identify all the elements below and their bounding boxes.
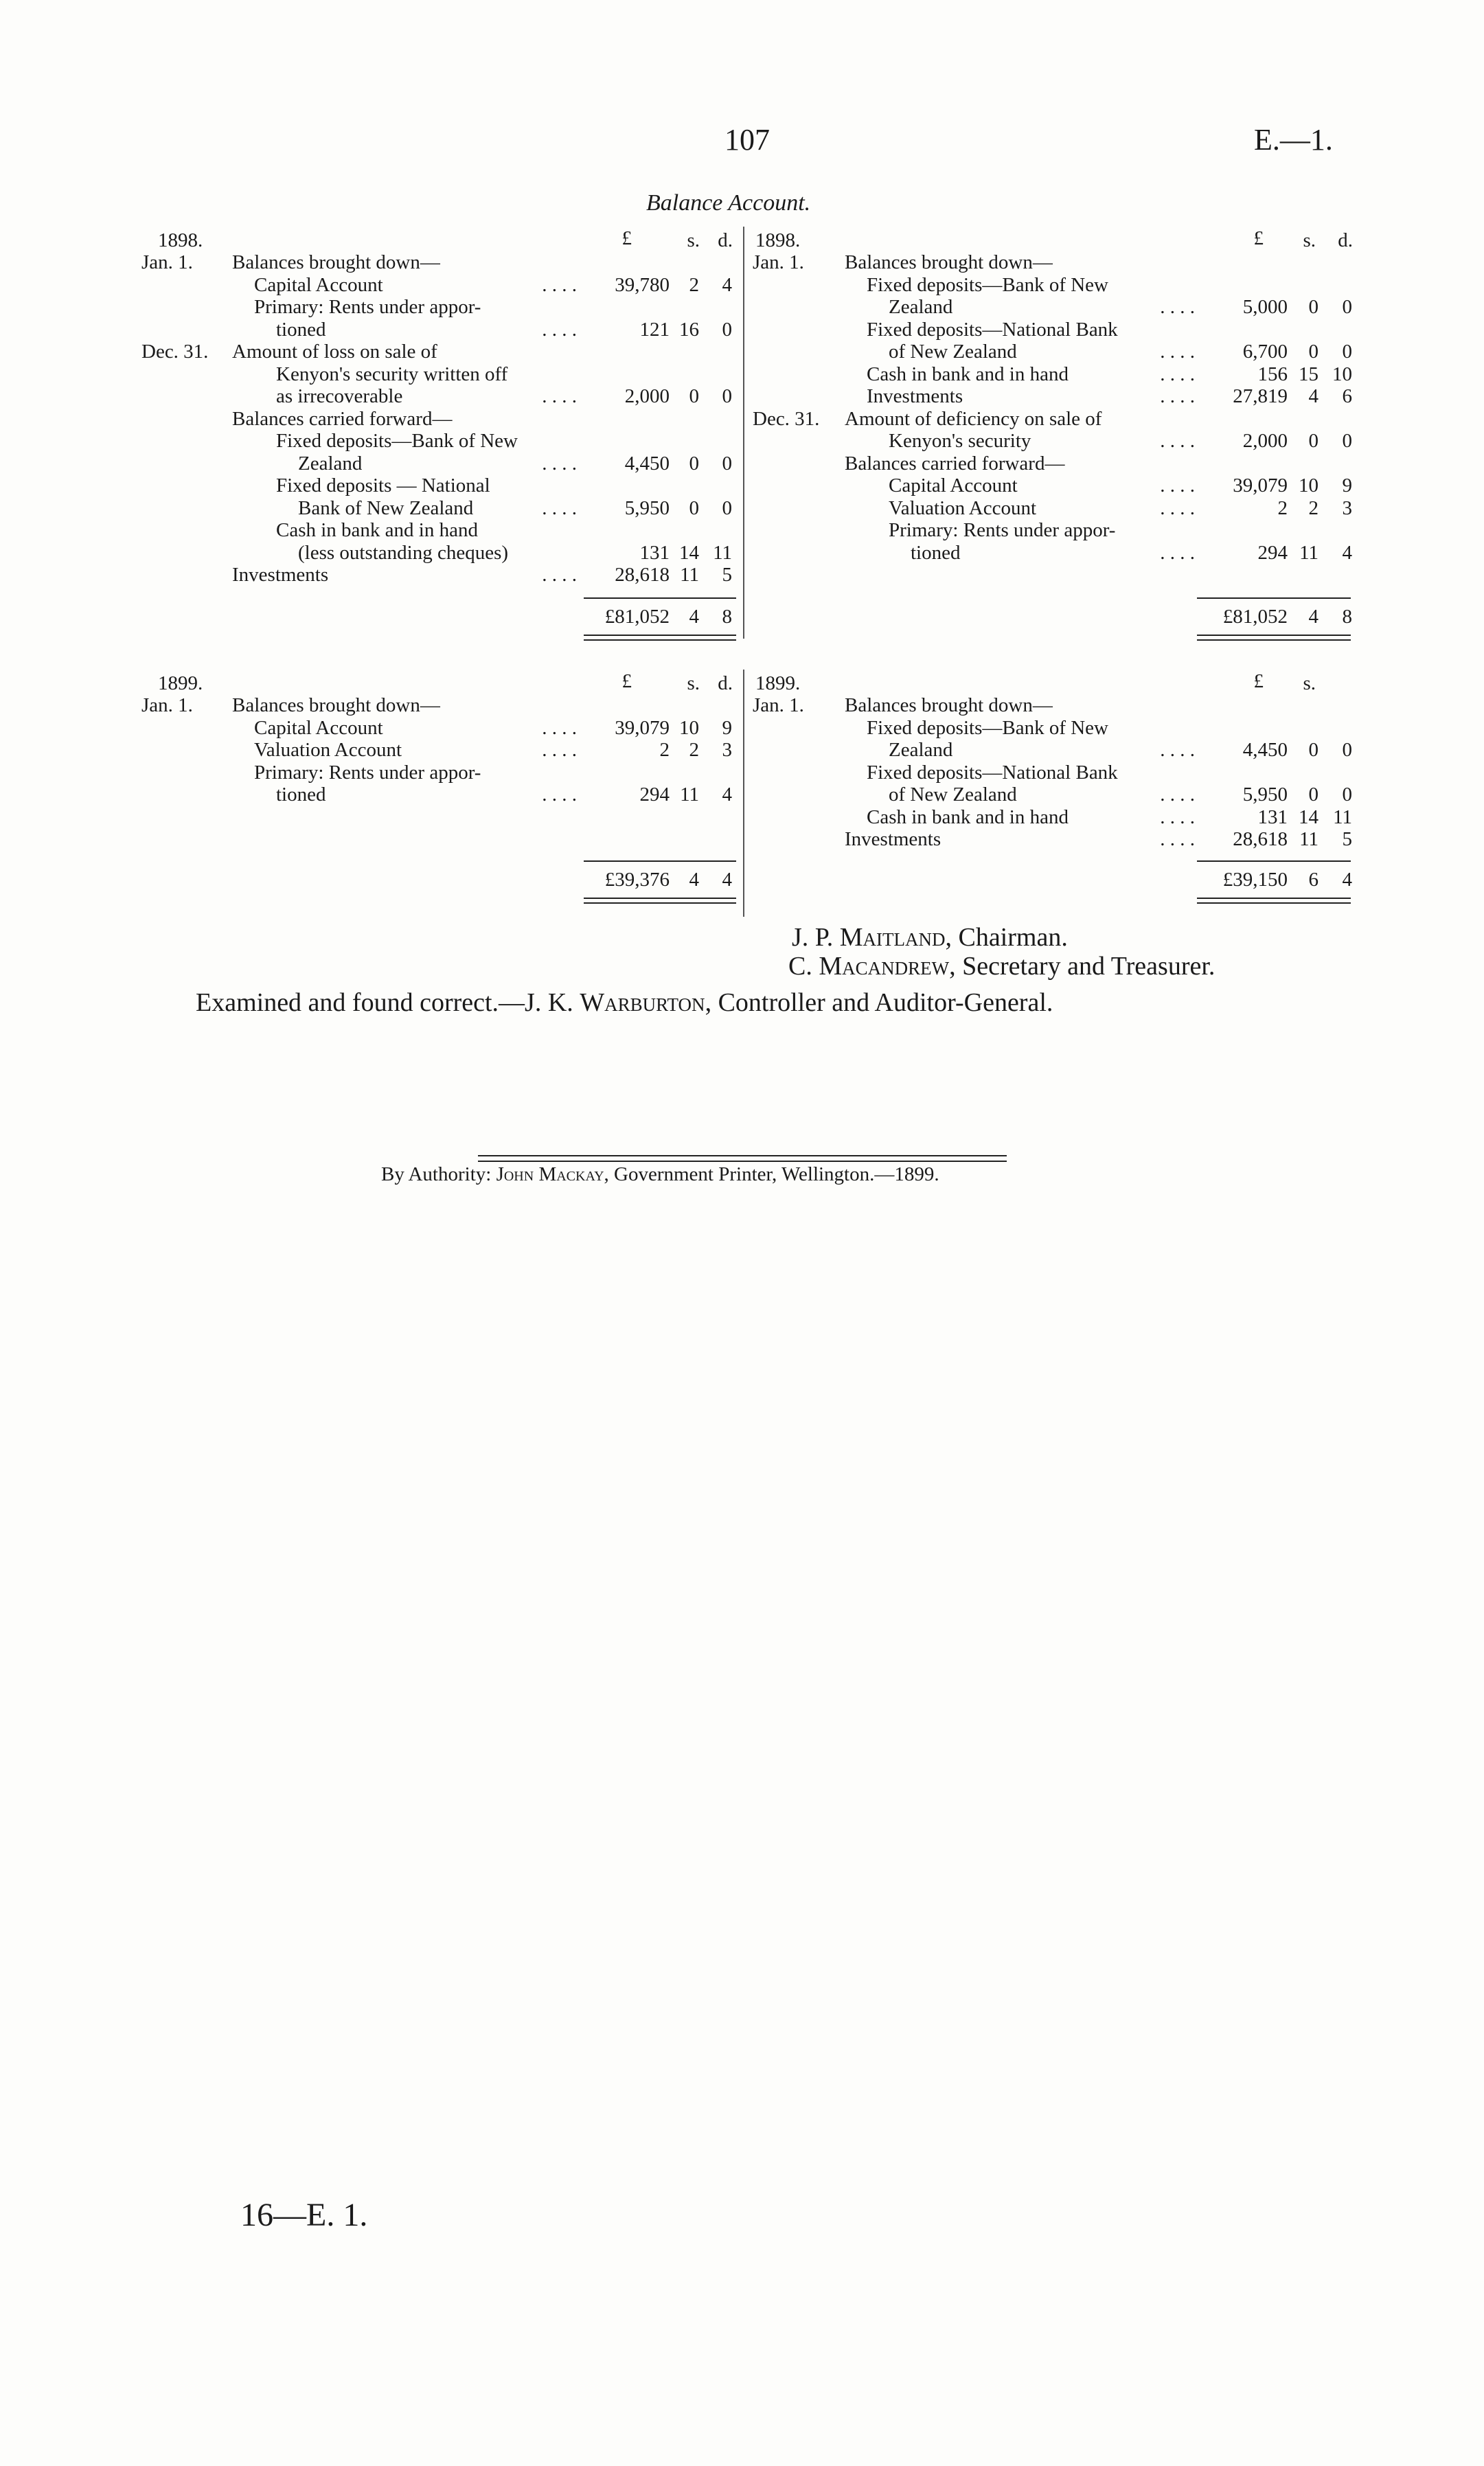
total-rule xyxy=(1197,860,1351,862)
double-rule xyxy=(1197,639,1351,641)
entry-label: Capital Account xyxy=(254,716,383,739)
signatory-name: J. P. Maitland xyxy=(792,923,946,952)
entry-label: tioned xyxy=(911,541,961,564)
double-rule xyxy=(584,898,736,899)
amount-pence: 3 xyxy=(722,739,732,761)
entry-label: Balances brought down— xyxy=(845,251,1053,273)
dot-leaders: . . . . xyxy=(542,739,577,761)
dot-leaders: . . . . xyxy=(1160,385,1195,407)
total-rule xyxy=(584,860,736,862)
total-shillings: 4 xyxy=(689,606,699,628)
entry-date: Jan. 1. xyxy=(753,251,804,273)
amount-pounds: 28,618 xyxy=(1233,828,1288,850)
dot-leaders: . . . . xyxy=(1160,496,1195,519)
double-rule xyxy=(584,635,736,636)
amount-pence: 0 xyxy=(1342,341,1352,363)
entry-label: Fixed deposits—Bank of New xyxy=(276,430,518,452)
amount-pounds: 39,079 xyxy=(1233,475,1288,496)
entry-label: Fixed deposits—Bank of New xyxy=(867,273,1108,296)
amount-pounds: 39,079 xyxy=(615,716,670,739)
entry-date: Dec. 31. xyxy=(753,407,820,430)
entry-date: Jan. 1. xyxy=(141,251,193,273)
entry-label: Cash in bank and in hand xyxy=(867,363,1069,385)
ledger-1898-left-year: 1898. xyxy=(158,229,203,251)
entry-label: Valuation Account xyxy=(889,496,1037,519)
entry-label: Primary: Rents under appor- xyxy=(254,296,481,318)
entry-label: Amount of deficiency on sale of xyxy=(845,407,1102,430)
signature-secretary xyxy=(788,951,1215,981)
amount-pounds: 5,000 xyxy=(1242,296,1288,318)
amount-pence: 11 xyxy=(713,541,732,564)
printer-imprint xyxy=(381,1163,939,1186)
amount-pence: 10 xyxy=(1332,363,1352,385)
amount-pounds: 28,618 xyxy=(615,564,670,586)
entry-label: Fixed deposits — National xyxy=(276,475,490,496)
amount-pence: 0 xyxy=(1342,784,1352,806)
total-shillings: 4 xyxy=(689,869,699,891)
dot-leaders: . . . . xyxy=(542,318,577,341)
amount-shillings: 2 xyxy=(1308,496,1319,519)
amount-shillings: 0 xyxy=(1308,296,1319,318)
amount-pence: 0 xyxy=(722,318,732,341)
ledger-row xyxy=(0,762,1484,784)
entry-label: Balances brought down— xyxy=(232,694,440,716)
signature-chairman xyxy=(792,922,1068,952)
amount-shillings: 15 xyxy=(1299,363,1319,385)
total-pence: 8 xyxy=(1342,606,1352,628)
shilling-head: s. xyxy=(1303,229,1316,251)
entry-label: Cash in bank and in hand xyxy=(276,519,478,541)
total-rule xyxy=(584,597,736,599)
dot-leaders: . . . . xyxy=(1160,430,1195,452)
total-pounds: £81,052 xyxy=(604,606,670,628)
amount-shillings: 0 xyxy=(689,385,699,407)
total-pence: 8 xyxy=(722,606,732,628)
entry-label: Primary: Rents under appor- xyxy=(889,519,1116,541)
ledger-row xyxy=(0,717,1484,740)
amount-pounds: 131 xyxy=(639,541,670,564)
amount-pounds: 2,000 xyxy=(1242,430,1288,452)
total-rule xyxy=(1197,597,1351,599)
amount-shillings: 16 xyxy=(679,318,699,341)
imprint-suffix: , Government Printer, Wellington.—1899. xyxy=(604,1163,939,1185)
entry-label: tioned xyxy=(276,784,326,806)
dot-leaders: . . . . xyxy=(542,385,577,407)
ledger-row xyxy=(0,519,1484,542)
printer-name: John Mackay xyxy=(496,1163,604,1185)
pound-head: £ xyxy=(621,670,632,692)
entry-label: Investments xyxy=(232,564,329,586)
amount-shillings: 0 xyxy=(689,496,699,519)
entry-label: Investments xyxy=(867,385,963,407)
signatory-role: , Secretary and Treasurer. xyxy=(949,952,1215,981)
total-shillings: 4 xyxy=(1308,606,1319,628)
entry-label: Zealand xyxy=(298,452,363,475)
amount-shillings: 2 xyxy=(689,739,699,761)
amount-shillings: 14 xyxy=(679,541,699,564)
ledger-row xyxy=(0,296,1484,319)
auditor-name: Warburton xyxy=(580,988,705,1017)
shilling-head: s. xyxy=(1303,672,1316,694)
ledger-row xyxy=(0,828,1484,851)
pound-head: £ xyxy=(1253,670,1264,692)
entry-label: Capital Account xyxy=(889,475,1018,496)
amount-shillings: 4 xyxy=(1308,385,1319,407)
pence-head: d. xyxy=(718,229,733,251)
ledger-row xyxy=(0,363,1484,386)
double-rule xyxy=(1197,898,1351,899)
amount-pounds: 156 xyxy=(1257,363,1288,385)
section-title: Balance Account. xyxy=(646,190,811,216)
ledger-row xyxy=(0,274,1484,297)
imprint-prefix: By Authority: xyxy=(381,1163,496,1185)
amount-pence: 11 xyxy=(1333,806,1352,828)
dot-leaders: . . . . xyxy=(1160,363,1195,385)
footer-rule xyxy=(478,1155,1007,1156)
ledger-row xyxy=(0,475,1484,497)
ledger-row xyxy=(0,341,1484,363)
amount-shillings: 0 xyxy=(1308,784,1319,806)
signatory-role: , Chairman. xyxy=(945,923,1068,952)
dot-leaders: . . . . xyxy=(542,716,577,739)
amount-shillings: 0 xyxy=(1308,739,1319,761)
amount-pence: 6 xyxy=(1342,385,1352,407)
amount-shillings: 11 xyxy=(680,564,699,586)
amount-pounds: 121 xyxy=(639,318,670,341)
ledger-row xyxy=(0,497,1484,520)
dot-leaders: . . . . xyxy=(542,496,577,519)
ledger-1899-left-year: 1899. xyxy=(158,672,203,694)
amount-pounds: 294 xyxy=(639,784,670,806)
ledger-row xyxy=(0,806,1484,829)
pound-head: £ xyxy=(1253,227,1264,249)
entry-label: Fixed deposits—National Bank xyxy=(867,318,1118,341)
amount-pounds: 39,780 xyxy=(615,273,670,296)
entry-label: Bank of New Zealand xyxy=(298,496,474,519)
page-number: 107 xyxy=(724,123,770,157)
dot-leaders: . . . . xyxy=(1160,296,1195,318)
amount-shillings: 10 xyxy=(679,716,699,739)
amount-pence: 9 xyxy=(722,716,732,739)
total-pounds: £39,150 xyxy=(1222,869,1288,891)
ledger-row xyxy=(0,564,1484,586)
ledger-row xyxy=(0,430,1484,453)
entry-label: of New Zealand xyxy=(889,784,1017,806)
amount-pence: 0 xyxy=(722,385,732,407)
entry-label: Balances brought down— xyxy=(845,694,1053,716)
amount-shillings: 2 xyxy=(689,273,699,296)
amount-pounds: 4,450 xyxy=(1242,739,1288,761)
entry-label: Cash in bank and in hand xyxy=(867,806,1069,828)
total-pounds: £39,376 xyxy=(604,869,670,891)
entry-label: Zealand xyxy=(889,739,953,761)
entry-label: (less outstanding cheques) xyxy=(298,541,509,564)
amount-pounds: 2 xyxy=(659,739,670,761)
ledger-row xyxy=(0,408,1484,431)
amount-pounds: 27,819 xyxy=(1233,385,1288,407)
amount-pence: 4 xyxy=(722,784,732,806)
pence-head: d. xyxy=(718,672,733,694)
amount-pence: 5 xyxy=(1342,828,1352,850)
amount-pence: 0 xyxy=(722,452,732,475)
entry-date: Jan. 1. xyxy=(141,694,193,716)
amount-shillings: 10 xyxy=(1299,475,1319,496)
ledger-row xyxy=(0,385,1484,408)
entry-label: Fixed deposits—National Bank xyxy=(867,761,1118,784)
total-pence: 4 xyxy=(1342,869,1352,891)
double-rule xyxy=(584,639,736,641)
entry-label: as irrecoverable xyxy=(276,385,403,407)
pence-head: d. xyxy=(1338,229,1353,251)
dot-leaders: . . . . xyxy=(542,784,577,806)
dot-leaders: . . . . xyxy=(542,564,577,586)
amount-pounds: 131 xyxy=(1257,806,1288,828)
dot-leaders: . . . . xyxy=(1160,341,1195,363)
ledger-1899-right-year: 1899. xyxy=(755,672,801,694)
dot-leaders: . . . . xyxy=(1160,784,1195,806)
dot-leaders: . . . . xyxy=(1160,475,1195,496)
amount-pence: 5 xyxy=(722,564,732,586)
entry-label: of New Zealand xyxy=(889,341,1017,363)
double-rule xyxy=(1197,635,1351,636)
audit-prefix: Examined and found correct.—J. K. xyxy=(196,988,580,1017)
entry-label: tioned xyxy=(276,318,326,341)
ledger-row xyxy=(0,542,1484,564)
ledger-1899-credit-total xyxy=(0,869,1484,892)
dot-leaders: . . . . xyxy=(1160,806,1195,828)
entry-label: Kenyon's security xyxy=(889,430,1031,452)
ledger-row xyxy=(0,453,1484,475)
entry-label: Amount of loss on sale of xyxy=(232,341,437,363)
entry-date: Dec. 31. xyxy=(141,341,209,363)
amount-pounds: 294 xyxy=(1257,541,1288,564)
amount-pence: 0 xyxy=(1342,296,1352,318)
ledger-row xyxy=(0,251,1484,274)
entry-label: Kenyon's security written off xyxy=(276,363,508,385)
audit-statement xyxy=(196,987,1053,1018)
entry-date: Jan. 1. xyxy=(753,694,804,716)
amount-pence: 9 xyxy=(1342,475,1352,496)
total-pounds: £81,052 xyxy=(1222,606,1288,628)
entry-label: Zealand xyxy=(889,296,953,318)
shilling-head: s. xyxy=(687,672,700,694)
dot-leaders: . . . . xyxy=(542,273,577,296)
amount-shillings: 14 xyxy=(1299,806,1319,828)
entry-label: Balances brought down— xyxy=(232,251,440,273)
entry-label: Fixed deposits—Bank of New xyxy=(867,716,1108,739)
amount-pence: 4 xyxy=(722,273,732,296)
amount-pounds: 4,450 xyxy=(624,452,670,475)
double-rule xyxy=(1197,902,1351,904)
amount-shillings: 0 xyxy=(1308,341,1319,363)
shilling-head: s. xyxy=(687,229,700,251)
page-code: E.—1. xyxy=(1254,123,1333,157)
ledger-row xyxy=(0,319,1484,341)
amount-pence: 3 xyxy=(1342,496,1352,519)
ledger-row xyxy=(0,784,1484,806)
entry-label: Capital Account xyxy=(254,273,383,296)
amount-pence: 0 xyxy=(1342,739,1352,761)
entry-label: Balances carried forward— xyxy=(232,407,453,430)
ledger-1898-right-year: 1898. xyxy=(755,229,801,251)
amount-pounds: 6,700 xyxy=(1242,341,1288,363)
amount-shillings: 11 xyxy=(1299,541,1319,564)
ledger-row xyxy=(0,694,1484,717)
amount-pounds: 2,000 xyxy=(624,385,670,407)
pound-head: £ xyxy=(621,227,632,249)
amount-pounds: 2 xyxy=(1277,496,1288,519)
double-rule xyxy=(584,902,736,904)
entry-label: Investments xyxy=(845,828,941,850)
entry-label: Valuation Account xyxy=(254,739,402,761)
amount-shillings: 0 xyxy=(689,452,699,475)
dot-leaders: . . . . xyxy=(542,452,577,475)
audit-suffix: , Controller and Auditor-General. xyxy=(705,988,1053,1017)
total-pence: 4 xyxy=(722,869,732,891)
footer-rule xyxy=(478,1161,1007,1162)
amount-pounds: 5,950 xyxy=(1242,784,1288,806)
dot-leaders: . . . . xyxy=(1160,828,1195,850)
amount-shillings: 0 xyxy=(1308,430,1319,452)
dot-leaders: . . . . xyxy=(1160,739,1195,761)
entry-label: Balances carried forward— xyxy=(845,452,1065,475)
total-shillings: 6 xyxy=(1308,869,1319,891)
signature-mark: 16—E. 1. xyxy=(240,2197,368,2233)
amount-shillings: 11 xyxy=(680,784,699,806)
signatory-name: C. Macandrew xyxy=(788,952,950,981)
amount-shillings: 11 xyxy=(1299,828,1319,850)
ledger-1898-credit-total xyxy=(0,606,1484,629)
amount-pence: 0 xyxy=(1342,430,1352,452)
amount-pence: 0 xyxy=(722,496,732,519)
dot-leaders: . . . . xyxy=(1160,541,1195,564)
amount-pounds: 5,950 xyxy=(624,496,670,519)
ledger-row xyxy=(0,739,1484,762)
entry-label: Primary: Rents under appor- xyxy=(254,761,481,784)
amount-pence: 4 xyxy=(1342,541,1352,564)
